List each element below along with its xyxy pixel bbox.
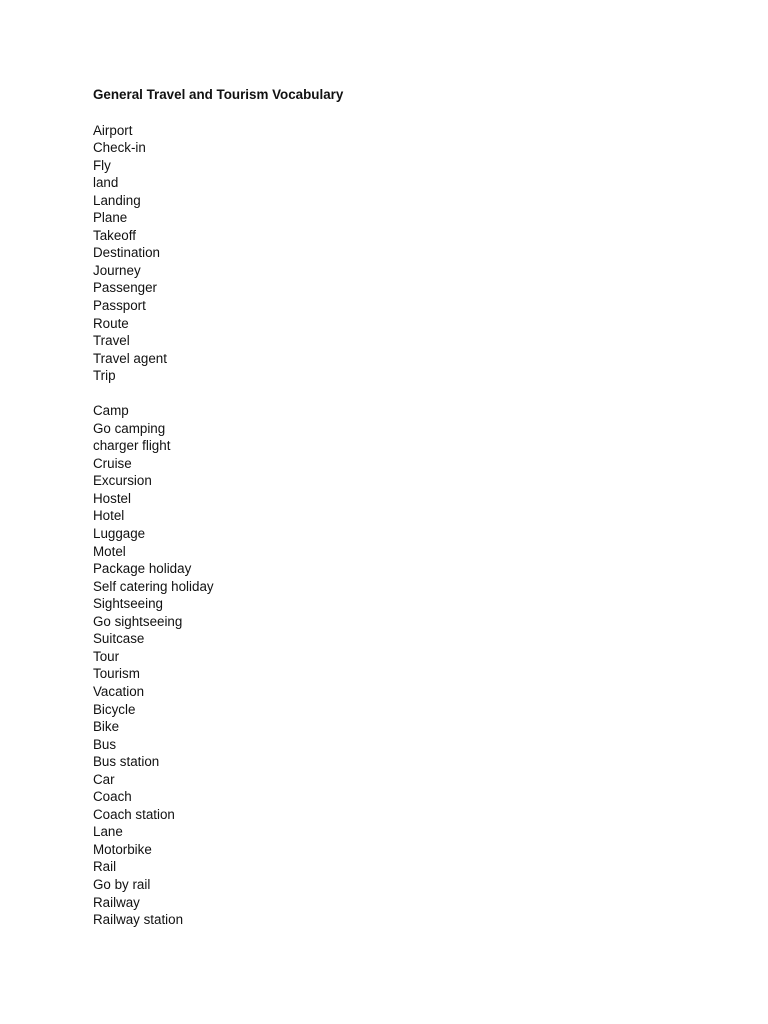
vocabulary-word: Takeoff — [93, 227, 136, 243]
vocabulary-word: Rail — [93, 859, 117, 875]
vocabulary-word: Check-in — [93, 140, 146, 156]
vocabulary-word: Cruise — [93, 455, 132, 471]
vocabulary-word: Package holiday — [93, 561, 192, 577]
vocabulary-word: Car — [93, 771, 115, 787]
vocabulary-word: Go camping — [93, 420, 166, 436]
vocabulary-word: Luggage — [93, 526, 146, 542]
vocabulary-word: Hostel — [93, 490, 131, 506]
vocabulary-word: Vacation — [93, 683, 145, 699]
vocabulary-list — [93, 402, 693, 928]
vocabulary-word: Sightseeing — [93, 596, 163, 612]
vocabulary-word: land — [93, 175, 119, 191]
vocabulary-word: Passenger — [93, 280, 158, 296]
vocabulary-word: Self catering holiday — [93, 578, 214, 594]
vocabulary-word: Railway station — [93, 912, 184, 928]
vocabulary-word: Travel — [93, 333, 130, 349]
vocabulary-word: Passport — [93, 297, 146, 313]
vocabulary-word: Hotel — [93, 508, 125, 524]
vocabulary-word: Lane — [93, 824, 123, 840]
vocabulary-word: Fly — [93, 157, 111, 173]
document-title: General Travel and Tourism Vocabulary — [93, 87, 344, 102]
vocabulary-word: Go by rail — [93, 876, 151, 892]
vocabulary-word: Trip — [93, 368, 116, 384]
vocabulary-word: Go sightseeing — [93, 613, 183, 629]
vocabulary-word: Bus — [93, 736, 117, 752]
vocabulary-word: Bicycle — [93, 701, 136, 717]
vocabulary-word: Coach station — [93, 806, 175, 822]
vocabulary-word: charger flight — [93, 438, 171, 454]
vocabulary-groups — [93, 122, 693, 929]
spacer — [93, 104, 693, 122]
vocabulary-word: Landing — [93, 192, 141, 208]
group-separator — [93, 385, 693, 403]
vocabulary-word: Motel — [93, 543, 126, 559]
vocabulary-word: Coach — [93, 789, 132, 805]
vocabulary-word: Camp — [93, 403, 129, 419]
vocabulary-word: Airport — [93, 122, 133, 138]
vocabulary-word: Bus station — [93, 754, 160, 770]
vocabulary-word: Motorbike — [93, 841, 152, 857]
vocabulary-word: Excursion — [93, 473, 152, 489]
vocabulary-word: Tour — [93, 648, 120, 664]
vocabulary-word: Route — [93, 315, 129, 331]
vocabulary-word: Tourism — [93, 666, 140, 682]
vocabulary-word: Bike — [93, 719, 120, 735]
vocabulary-word: Railway — [93, 894, 140, 910]
vocabulary-word: Travel agent — [93, 350, 167, 366]
vocabulary-word: Suitcase — [93, 631, 145, 647]
vocabulary-word: Plane — [93, 210, 128, 226]
vocabulary-list — [93, 122, 693, 385]
vocabulary-word: Destination — [93, 245, 160, 261]
vocabulary-word: Journey — [93, 262, 141, 278]
document-body — [93, 86, 693, 929]
